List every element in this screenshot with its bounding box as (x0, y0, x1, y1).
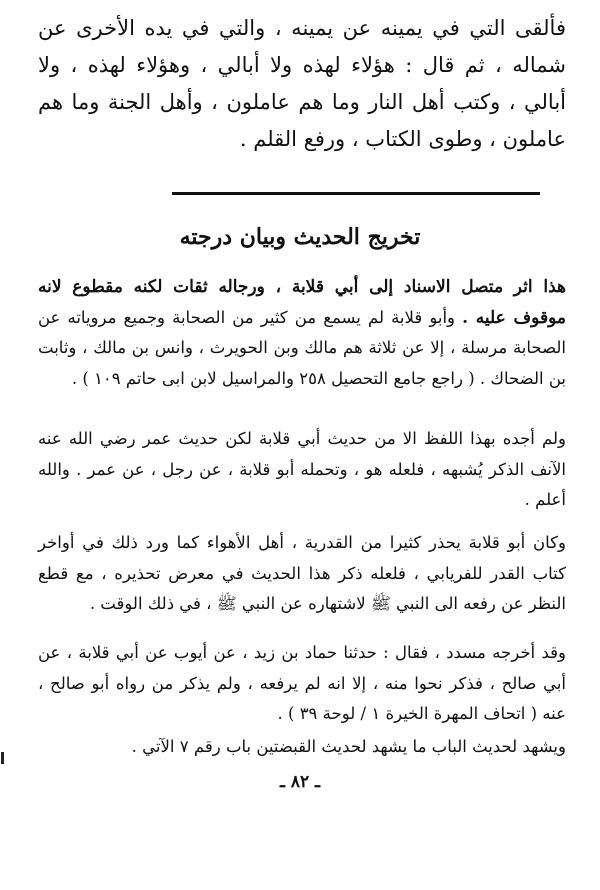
paragraph-supporting-evidence: ويشهد لحديث الباب ما يشهد لحديث القبضتين باب رقم ٧ الآتي . (131, 737, 566, 756)
paragraph-chain-assessment (38, 272, 566, 394)
paragraph-bold-lead: هذا اثر متصل الاسناد إلى أبي قلابة ، ورجاله ثقات لكنه مقطوع لانه موقوف عليه . (38, 277, 566, 328)
section-divider (172, 192, 540, 195)
section-heading: تخريج الحديث وبيان درجته (179, 224, 421, 250)
opening-hadith-text: فألقى التي في يمينه عن يمينه ، والتي في يده الأخرى عن شماله ، ثم قال : هؤلاء لهذه ولا أبالي ، وهؤلاء لهذه ، ولا أبالي ، وكتب أهل النار وما هم عاملون ، وأهل الجنة وما هم عاملون ، وطوى الكتاب ، ورفع القلم . (38, 16, 566, 151)
margin-mark (1, 752, 4, 764)
paragraph-qadariyya-warning: وكان أبو قلابة يحذر كثيرا من القدرية ، أهل الأهواء كما ورد ذلك في أواخر كتاب القدر للفريابي ، فلعله ذكر هذا الحديث في معرض تحذيره ، مع قطع النظر عن رفعه الى النبي ﷺ لاشتهاره عن النبي ﷺ ، في ذلك الوقت . (38, 533, 566, 613)
paragraph-umar-narration: ولم أجده بهذا اللفظ الا من حديث أبي قلابة لكن حديث عمر رضي الله عنه الآنف الذكر يُشبهه ، فلعله هو ، وتحمله أبو قلابة ، عن رجل ، عن عمر . والله أعلم . (38, 429, 566, 509)
page-number: ـ ٨٢ ـ (279, 772, 321, 792)
paragraph-musaddad-narration: وقد أخرجه مسدد ، فقال : حدثنا حماد بن زيد ، عن أيوب عن أبي قلابة ، عن أبي صالح ، فذكر نحوا منه ، إلا انه لم يرفعه ، ولم يذكر من رواه أبو صالح ، عنه ( اتحاف المهرة الخيرة ١ / لوحة ٣٩ ) . (38, 643, 566, 723)
paragraph-continuation: وأبو قلابة لم يسمع من كثير من الصحابة وجميع مروياته عن الصحابة مرسلة ، إلا عن ثلاثة هم مالك وبن الحويرث ، وانس بن مالك ، وثابت بن الضحاك . ( راجع جامع التحصيل ٢٥٨ والمراسيل لابن ابى حاتم ١٠٩ ) . (38, 307, 566, 388)
